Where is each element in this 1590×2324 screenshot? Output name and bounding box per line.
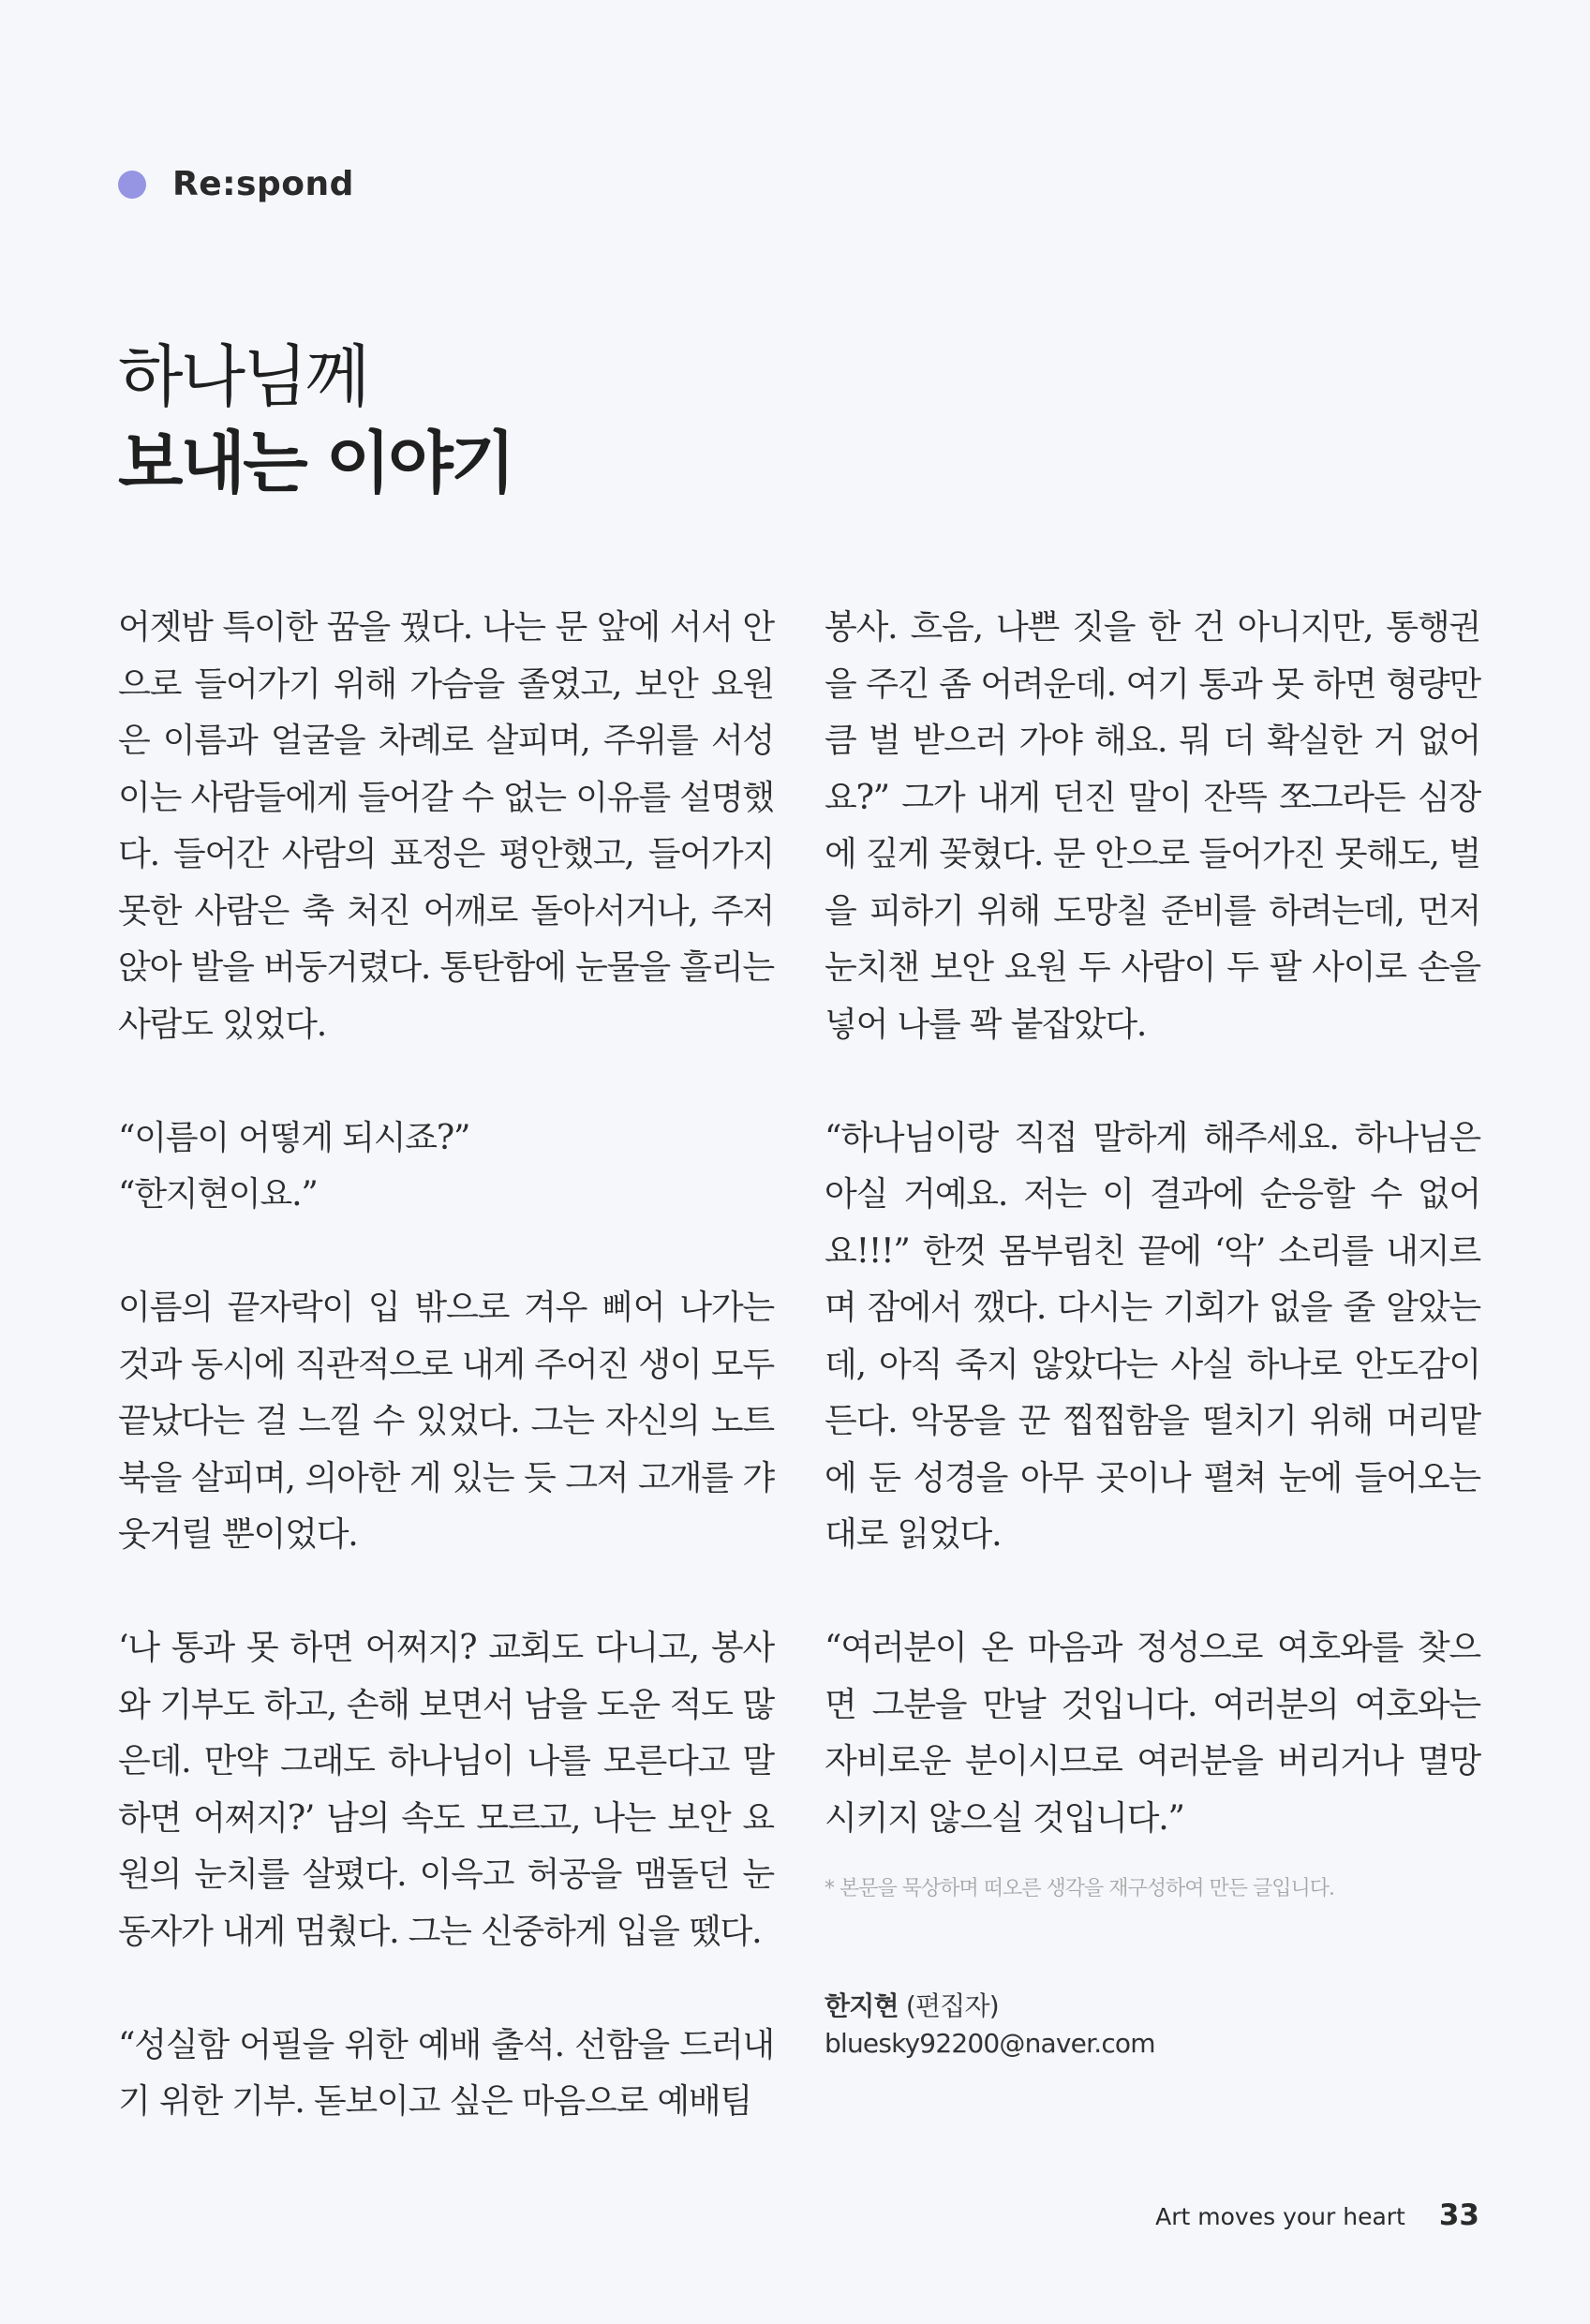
article-title bbox=[118, 334, 513, 506]
paragraph: “하나님이랑 직접 말하게 해주세요. 하나님은 아실 거예요. 저는 이 결과에 순응할 수 없어요!!!” 한껏 몸부림친 끝에 ‘악’ 소리를 내지르며 잠에서 깼다. 다시는 기회가 없을 줄 알았는데, 아직 죽지 않았다는 사실 하나로 안도감이 든다. 악몽을 꾼 찝찝함을 떨치기 위해 머리맡에 둔 성경을 아무 곳이나 펼쳐 눈에 들어오는 대로 읽었다. bbox=[825, 1118, 1480, 1554]
author-block bbox=[825, 1988, 1480, 2063]
title-line-1: 하나님께 bbox=[118, 337, 368, 416]
dialogue-line: “한지현이요.” bbox=[118, 1175, 318, 1214]
footnote: * 본문을 묵상하며 떠오른 생각을 재구성하여 만든 글입니다. bbox=[825, 1877, 1334, 1900]
paragraph: 어젯밤 특이한 꿈을 꿨다. 나는 문 앞에 서서 안으로 들어가기 위해 가슴을 졸였고, 보안 요원은 이름과 얼굴을 차례로 살피며, 주위를 서성이는 사람들에게 들어갈 수 없는 이유를 설명했다. 들어간 사람의 표정은 평안했고, 들어가지 못한 사람은 축 처진 어깨로 돌아서거나, 주저앉아 발을 버둥거렸다. 통탄함에 눈물을 흘리는 사람도 있었다. bbox=[118, 608, 774, 1044]
paragraph: 이름의 끝자락이 입 밖으로 겨우 삐어 나가는 것과 동시에 직관적으로 내게 주어진 생이 모두 끝났다는 걸 느낄 수 있었다. 그는 자신의 노트북을 살피며, 의아한 게 있는 듯 그저 고개를 갸웃거릴 뿐이었다. bbox=[118, 1289, 774, 1554]
bullet-dot-icon bbox=[118, 171, 146, 199]
paragraph: 봉사. 흐음, 나쁜 짓을 한 건 아니지만, 통행권을 주긴 좀 어려운데. 여기 통과 못 하면 형량만큼 벌 받으러 가야 해요. 뭐 더 확실한 거 없어요?” 그가 내게 던진 말이 잔뜩 쪼그라든 심장에 깊게 꽂혔다. 문 안으로 들어가진 못해도, 벌을 피하기 위해 도망칠 준비를 하려는데, 먼저 눈치챈 보안 요원 두 사람이 두 팔 사이로 손을 넣어 나를 꽉 붙잡았다. bbox=[825, 608, 1480, 1044]
author-email[interactable]: bluesky92200@naver.com bbox=[825, 2028, 1155, 2059]
title-line-2: 보내는 이야기 bbox=[118, 424, 513, 502]
page-footer bbox=[1155, 2198, 1479, 2232]
paragraph: “성실함 어필을 위한 예배 출석. 선함을 드러내기 위한 기부. 돋보이고 싶은 마음으로 예배팀 bbox=[118, 2025, 774, 2121]
footer-tagline: Art moves your heart bbox=[1155, 2203, 1405, 2230]
section-label: Re:spond bbox=[172, 165, 354, 203]
author-name: 한지현 bbox=[825, 1990, 899, 2021]
author-role: (편집자) bbox=[905, 1990, 999, 2021]
section-tag bbox=[118, 165, 354, 203]
body-column-right bbox=[825, 600, 1480, 2063]
body-column-left bbox=[118, 600, 774, 2131]
page-number: 33 bbox=[1438, 2198, 1479, 2232]
dialogue-line: “이름이 어떻게 되시죠?” bbox=[118, 1118, 470, 1157]
scripture-quote: “여러분이 온 마음과 정성으로 여호와를 찾으면 그분을 만날 것입니다. 여러분의 여호와는 자비로운 분이시므로 여러분을 버리거나 멸망시키지 않으실 것입니다.” bbox=[825, 1629, 1480, 1838]
paragraph: ‘나 통과 못 하면 어쩌지? 교회도 다니고, 봉사와 기부도 하고, 손해 보면서 남을 도운 적도 많은데. 만약 그래도 하나님이 나를 모른다고 말하면 어쩌지?’ 남의 속도 모르고, 나는 보안 요원의 눈치를 살폈다. 이윽고 허공을 맴돌던 눈동자가 내게 멈췄다. 그는 신중하게 입을 뗐다. bbox=[118, 1629, 774, 1951]
